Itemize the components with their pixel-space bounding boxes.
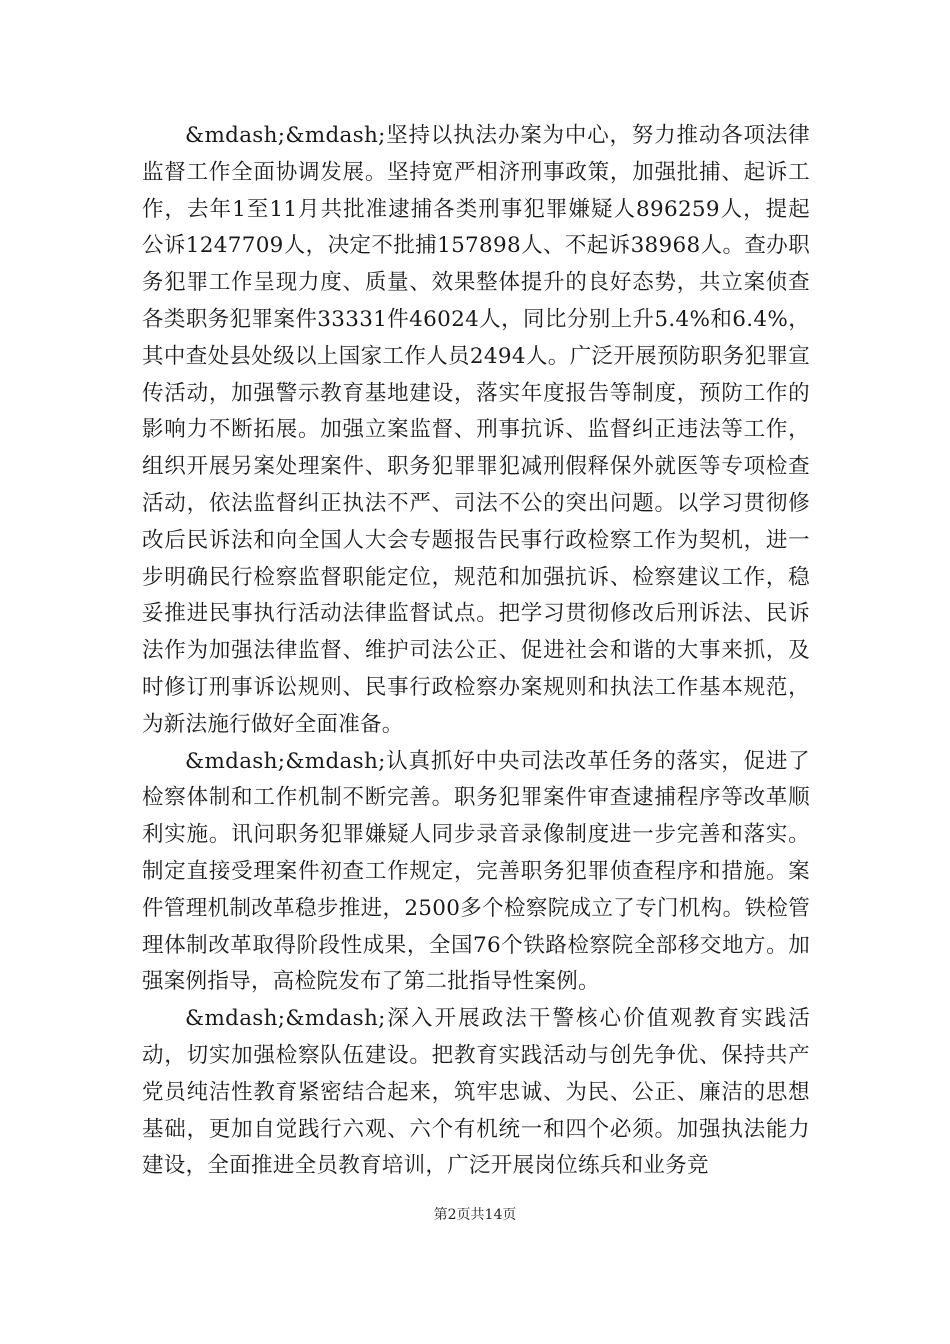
paragraph-team-building: &mdash;&mdash;深入开展政法干警核心价值观教育实践活动，切实加强检察队伍建设。把教育实践活动与创先争优、保持共产党员纯洁性教育紧密结合起来，筑牢忠诚、为民、公正、廉洁的思想基础，更加自觉践行六观、六个有机统一和四个必须。加强执法能力建设，全面推进全员教育培训，广泛开展岗位练兵和业务竞 (142, 1006, 810, 1179)
page-number-footer: 第2页共14页 (433, 1207, 517, 1223)
paragraph-judicial-reform: &mdash;&mdash;认真抓好中央司法改革任务的落实，促进了检察体制和工作机制不断完善。职务犯罪案件审查逮捕程序等改革顺利实施。讯问职务犯罪嫌疑人同步录音录像制度进一步完善和落实。制定直接受理案件初查工作规定，完善职务犯罪侦查程序和措施。案件管理机制改革稳步推进，2500多个检察院成立了专门机构。铁检管理体制改革取得阶段性成果，全国76个铁路检察院全部移交地方。加强案例指导，高检院发布了第二批指导性案例。 (142, 748, 810, 995)
document-body (142, 118, 810, 1185)
paragraph-law-supervision: &mdash;&mdash;坚持以执法办案为中心，努力推动各项法律监督工作全面协调发展。坚持宽严相济刑事政策，加强批捕、起诉工作，去年1至11月共批准逮捕各类刑事犯罪嫌疑人896259人，提起公诉1247709人，决定不批捕157898人、不起诉38968人。查办职务犯罪工作呈现力度、质量、效果整体提升的良好态势，共立案侦查各类职务犯罪案件33331件46024人，同比分别上升5.4%和6.4%，其中查处县处级以上国家工作人员2494人。广泛开展预防职务犯罪宣传活动，加强警示教育基地建设，落实年度报告等制度，预防工作的影响力不断拓展。加强立案监督、刑事抗诉、监督纠正违法等工作，组织开展另案处理案件、职务犯罪罪犯减刑假释保外就医等专项检查活动，依法监督纠正执法不严、司法不公的突出问题。以学习贯彻修改后民诉法和向全国人大会专题报告民事行政检察工作为契机，进一步明确民行检察监督职能定位，规范和加强抗诉、检察建议工作，稳妥推进民事执行活动法律监督试点。把学习贯彻修改后刑诉法、民诉法作为加强法律监督、维护司法公正、促进社会和谐的大事来抓，及时修订刑事诉讼规则、民事行政检察办案规则和执法工作基本规范，为新法施行做好全面准备。 (142, 123, 810, 737)
